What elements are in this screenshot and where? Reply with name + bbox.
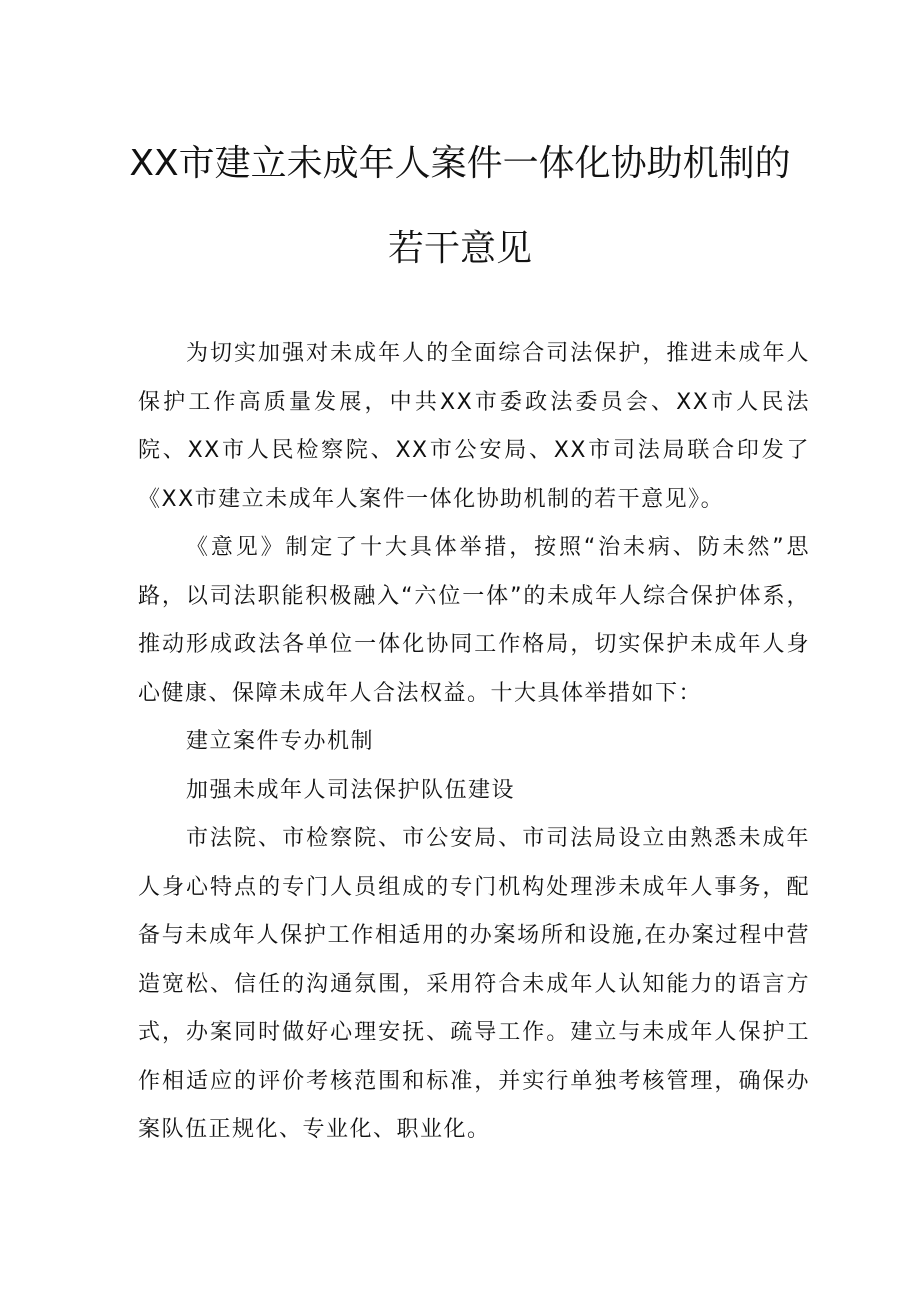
document-body: [138, 330, 810, 1155]
document-title-line-2: 若干意见: [387, 228, 532, 269]
paragraph-team-building: 市法院、市检察院、市公安局、市司法局设立由熟悉未成年人身心特点的专门人员组成的专门机构处理涉未成年人事务，配备与未成年人保护工作相适用的办案场所和设施,在办案过程中营造宽松、信任的沟通氛围，采用符合未成年人认知能力的语言方式，办案同时做好心理安抚、疏导工作。建立与未成年人保护工作相适应的评价考核范围和标准，并实行单独考核管理，确保办案队伍正规化、专业化、职业化。: [138, 826, 810, 1142]
document-title-line-1: XX市建立未成年人案件一体化协助机制的: [129, 143, 791, 184]
section-heading-case-mechanism: 建立案件专办机制: [186, 729, 375, 754]
section-subheading-team-building: 加强未成年人司法保护队伍建设: [186, 777, 516, 803]
paragraph-measures: 《意见》制定了十大具体举措，按照“治未病、防未然”思路，以司法职能积极融入“六位一体”的未成年人综合保护体系，推动形成政法各单位一体化协同工作格局，切实保护未成年人身心健康、保障未成年人合法权益。十大具体举措如下：: [138, 535, 810, 706]
paragraph-intro: 为切实加强对未成年人的全面综合司法保护，推进未成年人保护工作高质量发展，中共XX市委政法委员会、XX市人民法院、XX市人民检察院、XX市公安局、XX市司法局联合印发了《XX市建立未成年人案件一体化协助机制的若干意见》。: [138, 341, 810, 512]
